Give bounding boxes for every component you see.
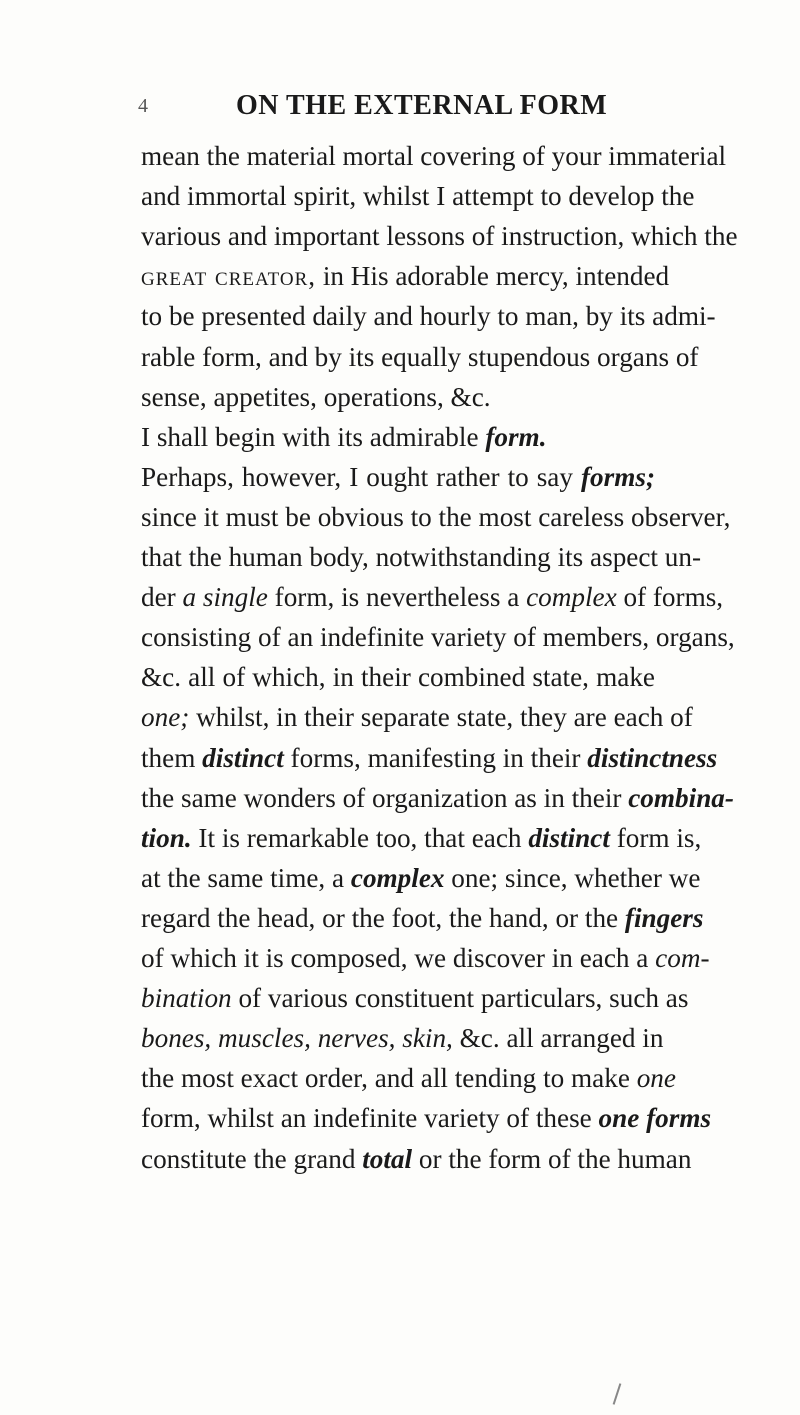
text-line-15: one; whilst, in their separate state, they are each of <box>141 702 693 733</box>
text-line-22: bination of various constituent particulars, such as <box>141 983 689 1014</box>
text-line-9: Perhaps, however, I ought rather to say forms; <box>141 461 655 492</box>
text-line-12: der a single form, is nevertheless a complex of forms, <box>141 582 724 613</box>
text-line-25: form, whilst an indefinite variety of these one forms <box>141 1103 712 1134</box>
text-line-18: tion. It is remarkable too, that each distinct form is, <box>141 822 702 853</box>
text-line-11: that the human body, notwithstanding its aspect un- <box>141 542 702 572</box>
text-line-6: rable form, and by its equally stupendous organs of <box>141 341 699 372</box>
text-line-10: since it must be obvious to the most careless observer, <box>141 501 731 532</box>
running-head: ON THE EXTERNAL FORM <box>236 90 608 121</box>
text-line-17: the same wonders of organization as in their combina- <box>141 782 734 813</box>
text-line-19: at the same time, a complex one; since, whether we <box>141 862 701 893</box>
page-corner-mark: 4 <box>138 95 148 117</box>
text-line-24: the most exact order, and all tending to make one <box>141 1063 676 1094</box>
text-line-2: and immortal spirit, whilst I attempt to develop the <box>141 181 695 212</box>
text-line-7: sense, appetites, operations, &c. <box>141 381 491 412</box>
text-line-20: regard the head, or the foot, the hand, or the fingers <box>141 902 704 933</box>
text-line-16: them distinct forms, manifesting in their distinctness <box>141 742 718 773</box>
stray-pen-mark <box>613 1383 622 1405</box>
text-line-4: great creator, in His adorable mercy, intended <box>141 261 670 292</box>
text-line-23: bones, muscles, nerves, skin, &c. all arranged in <box>141 1023 664 1054</box>
text-line-5: to be presented daily and hourly to man, by its admi- <box>141 301 716 332</box>
text-line-21: of which it is composed, we discover in each a com- <box>141 943 710 973</box>
text-line-13: consisting of an indefinite variety of members, organs, <box>141 622 735 653</box>
text-line-26: constitute the grand total or the form of the human <box>141 1143 692 1174</box>
text-line-8: I shall begin with its admirable form. <box>141 421 547 452</box>
text-line-3: various and important lessons of instruction, which the <box>141 221 738 252</box>
text-line-14: &c. all of which, in their combined state, make <box>141 662 655 693</box>
text-line-1: mean the material mortal covering of your immaterial <box>141 141 727 171</box>
